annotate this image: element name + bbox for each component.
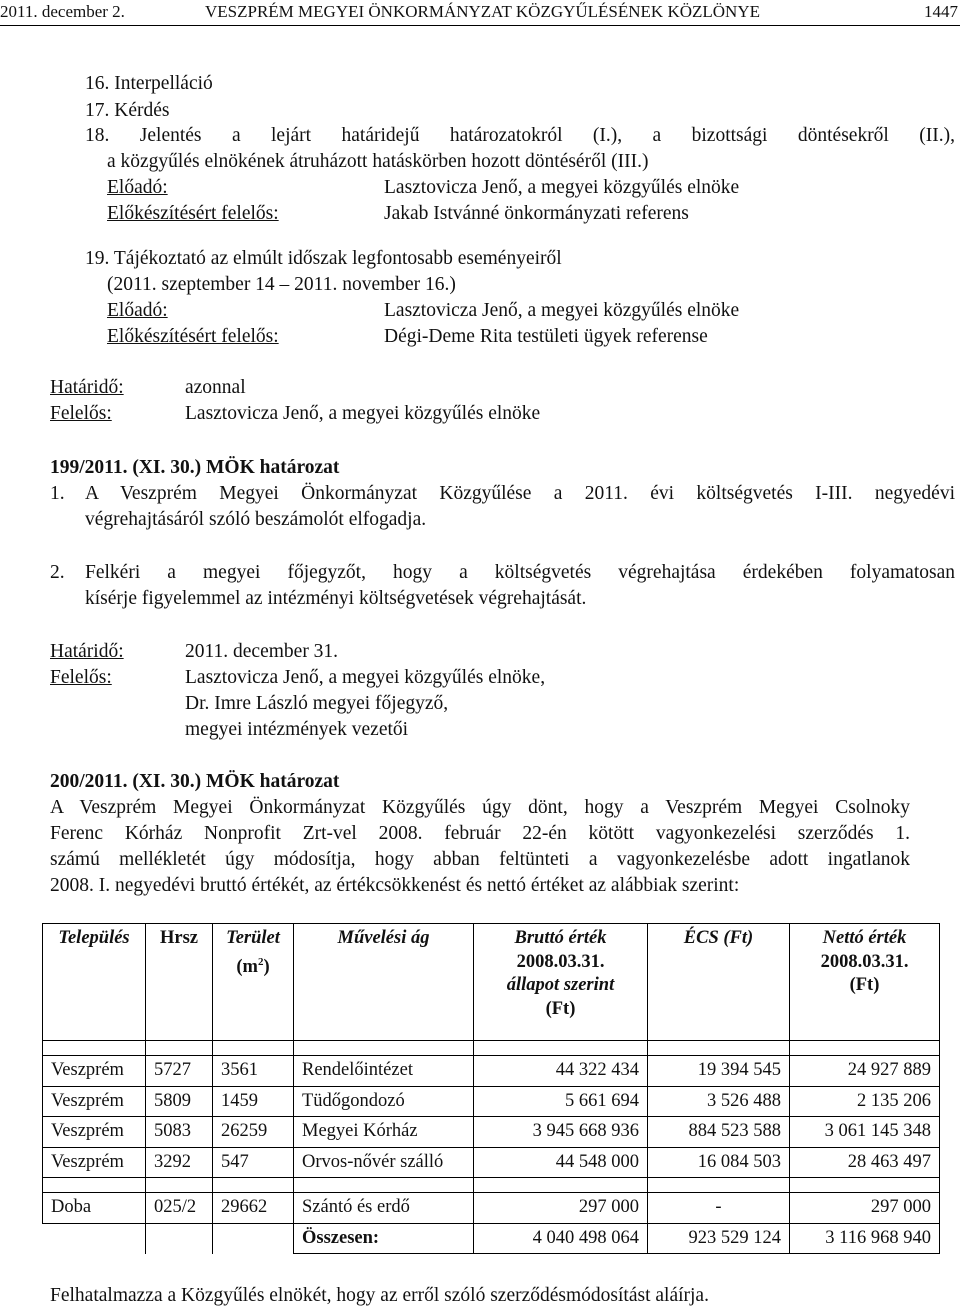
table-cell: Veszprém: [43, 1117, 146, 1148]
col-header-net: Nettó érték 2008.03.31. (Ft): [790, 924, 940, 1041]
resolution-199-title: 199/2011. (XI. 30.) MÖK határozat: [50, 457, 340, 478]
property-table: [42, 923, 940, 1254]
header-rule: [0, 25, 960, 26]
table-cell: 28 463 497: [790, 1147, 940, 1178]
col-header-area-unit: $(m^2)$: [236, 955, 270, 977]
resolution-199-p1-number: 1.: [50, 483, 65, 504]
table-cell: 3561: [213, 1056, 294, 1087]
table-cell: 1459: [213, 1086, 294, 1117]
table-cell: Veszprém: [43, 1147, 146, 1178]
table-cell: Veszprém: [43, 1056, 146, 1087]
table-cell: 5727: [146, 1056, 213, 1087]
table-cell: 884 523 588: [648, 1117, 790, 1148]
table-cell: 44 322 434: [474, 1056, 648, 1087]
col-header-settlement: Település: [43, 924, 146, 1041]
item-18-presenter-label: Előadó:: [107, 177, 168, 198]
resolution-199-p2-number: 2.: [50, 562, 65, 583]
resolution-199-responsible-2: Dr. Imre László megyei főjegyző,: [185, 693, 449, 714]
table-cell: 547: [213, 1147, 294, 1178]
item-19-presenter: Lasztovicza Jenő, a megyei közgyűlés elnöke: [384, 300, 740, 321]
table-cell: Megyei Kórház: [294, 1117, 474, 1148]
table-cell: 025/2: [146, 1193, 213, 1224]
table-cell: 29662: [213, 1193, 294, 1224]
table-cell: 3 061 145 348: [790, 1117, 940, 1148]
closing-sentence: Felhatalmazza a Közgyűlés elnökét, hogy az erről szóló szerződésmódosítást aláírja.: [50, 1285, 709, 1306]
item-19-prep-label: Előkészítésért felelős:: [107, 326, 279, 347]
resolution-199-deadline-label: Határidő:: [50, 641, 124, 662]
resolution-199-p1-line1: A Veszprém Megyei Önkormányzat Közgyűlése a 2011. évi költségvetés I-III. negyedévi: [85, 483, 955, 504]
deadline-label: Határidő:: [50, 377, 124, 398]
table-cell: Tüdőgondozó: [294, 1086, 474, 1117]
agenda-item-19-line2: (2011. szeptember 14 – 2011. november 16.): [107, 274, 456, 295]
table-cell: 5 661 694: [474, 1086, 648, 1117]
table-row: [43, 1117, 940, 1148]
table-cell: 24 927 889: [790, 1056, 940, 1087]
resolution-199-deadline: 2011. december 31.: [185, 641, 339, 662]
table-cell: 2 135 206: [790, 1086, 940, 1117]
table-cell: -: [648, 1193, 790, 1224]
item-18-presenter: Lasztovicza Jenő, a megyei közgyűlés elnöke: [384, 177, 740, 198]
table-cell: Veszprém: [43, 1086, 146, 1117]
table-row: [43, 1086, 940, 1117]
col-header-lot: Hrsz: [146, 924, 213, 1041]
total-ecs: 923 529 124: [648, 1223, 790, 1254]
resolution-199-p2-line1: Felkéri a megyei főjegyzőt, hogy a költségvetés végrehajtása érdekében folyamatosan: [85, 562, 955, 583]
resolution-199-responsible-1: Lasztovicza Jenő, a megyei közgyűlés elnöke,: [185, 667, 546, 688]
table-cell: 5809: [146, 1086, 213, 1117]
table-cell: 3292: [146, 1147, 213, 1178]
table-cell: 19 394 545: [648, 1056, 790, 1087]
agenda-item-18-line2: a közgyűlés elnökének átruházott hatáskörben hozott döntéséről (III.): [107, 151, 649, 172]
table-row: [43, 1056, 940, 1087]
table-cell: Szántó és erdő: [294, 1193, 474, 1224]
table-cell: 16 084 503: [648, 1147, 790, 1178]
page-header: [0, 0, 960, 24]
table-header-row: [43, 924, 940, 1041]
col-header-branch: Művelési ág: [294, 924, 474, 1041]
item-18-prep-label: Előkészítésért felelős:: [107, 203, 279, 224]
table-cell: 3 526 488: [648, 1086, 790, 1117]
table-spacer-row: [43, 1178, 940, 1193]
deadline-value: azonnal: [185, 377, 246, 398]
resolution-200-line1: A Veszprém Megyei Önkormányzat Közgyűlés úgy dönt, hogy a Veszprém Megyei Csolnoky: [50, 797, 910, 818]
total-net: 3 116 968 940: [790, 1223, 940, 1254]
item-19-presenter-label: Előadó:: [107, 300, 168, 321]
resolution-199-responsible-3: megyei intézmények vezetői: [185, 719, 409, 740]
table-cell: 26259: [213, 1117, 294, 1148]
table-cell: Doba: [43, 1193, 146, 1224]
total-gross: 4 040 498 064: [474, 1223, 648, 1254]
header-page-number: 1447: [924, 2, 958, 21]
agenda-item-18-line1: 18. Jelentés a lejárt határidejű határozatokról (I.), a bizottsági döntésekről (II.),: [85, 125, 955, 146]
agenda-item-17: 17. Kérdés: [85, 100, 170, 121]
resolution-200-title: 200/2011. (XI. 30.) MÖK határozat: [50, 771, 340, 792]
col-header-ecs: ÉCS (Ft): [648, 924, 790, 1041]
table-cell: 5083: [146, 1117, 213, 1148]
col-header-area-label: Terület: [226, 928, 280, 948]
col-header-area: [213, 924, 294, 1041]
resolution-199-responsible-label: Felelős:: [50, 667, 112, 688]
table-spacer-row: [43, 1041, 940, 1056]
table-cell: 297 000: [474, 1193, 648, 1224]
agenda-item-16: 16. Interpelláció: [85, 73, 213, 94]
resolution-199-p1-line2: végrehajtásáról szóló beszámolót elfogadja.: [85, 509, 427, 530]
header-journal-title: VESZPRÉM MEGYEI ÖNKORMÁNYZAT KÖZGYŰLÉSÉNEK KÖZLÖNYE: [205, 2, 760, 21]
responsible-value: Lasztovicza Jenő, a megyei közgyűlés elnöke: [185, 403, 541, 424]
resolution-199-p2-line2: kísérje figyelemmel az intézményi költségvetések végrehajtását.: [85, 588, 587, 609]
resolution-200-line4: 2008. I. negyedévi bruttó értékét, az értékcsökkenést és nettó értéket az alábbiak szerint:: [50, 875, 740, 896]
table-cell: Orvos-nővér szálló: [294, 1147, 474, 1178]
col-header-gross: Bruttó érték 2008.03.31. állapot szerint (Ft): [474, 924, 648, 1041]
table-row: [43, 1147, 940, 1178]
table-cell: 3 945 668 936: [474, 1117, 648, 1148]
agenda-item-19-line1: 19. Tájékoztató az elmúlt időszak legfontosabb eseményeiről: [85, 248, 562, 269]
resolution-200-line2: Ferenc Kórház Nonprofit Zrt-vel 2008. február 22-én kötött vagyonkezelési szerződés 1.: [50, 823, 910, 844]
resolution-200-line3: számú mellékletét úgy módosítja, hogy abban feltünteti a vagyonkezelésbe adott ingatlanok: [50, 849, 910, 870]
item-18-prep: Jakab Istvánné önkormányzati referens: [384, 203, 689, 224]
table-cell: Rendelőintézet: [294, 1056, 474, 1087]
responsible-label: Felelős:: [50, 403, 112, 424]
header-date: 2011. december 2.: [0, 2, 125, 21]
item-19-prep: Dégi-Deme Rita testületi ügyek referense: [384, 326, 708, 347]
total-label: Összesen:: [294, 1223, 474, 1254]
table-cell: 297 000: [790, 1193, 940, 1224]
table-row: [43, 1193, 940, 1224]
table-cell: 44 548 000: [474, 1147, 648, 1178]
table-total-row: [43, 1223, 940, 1254]
